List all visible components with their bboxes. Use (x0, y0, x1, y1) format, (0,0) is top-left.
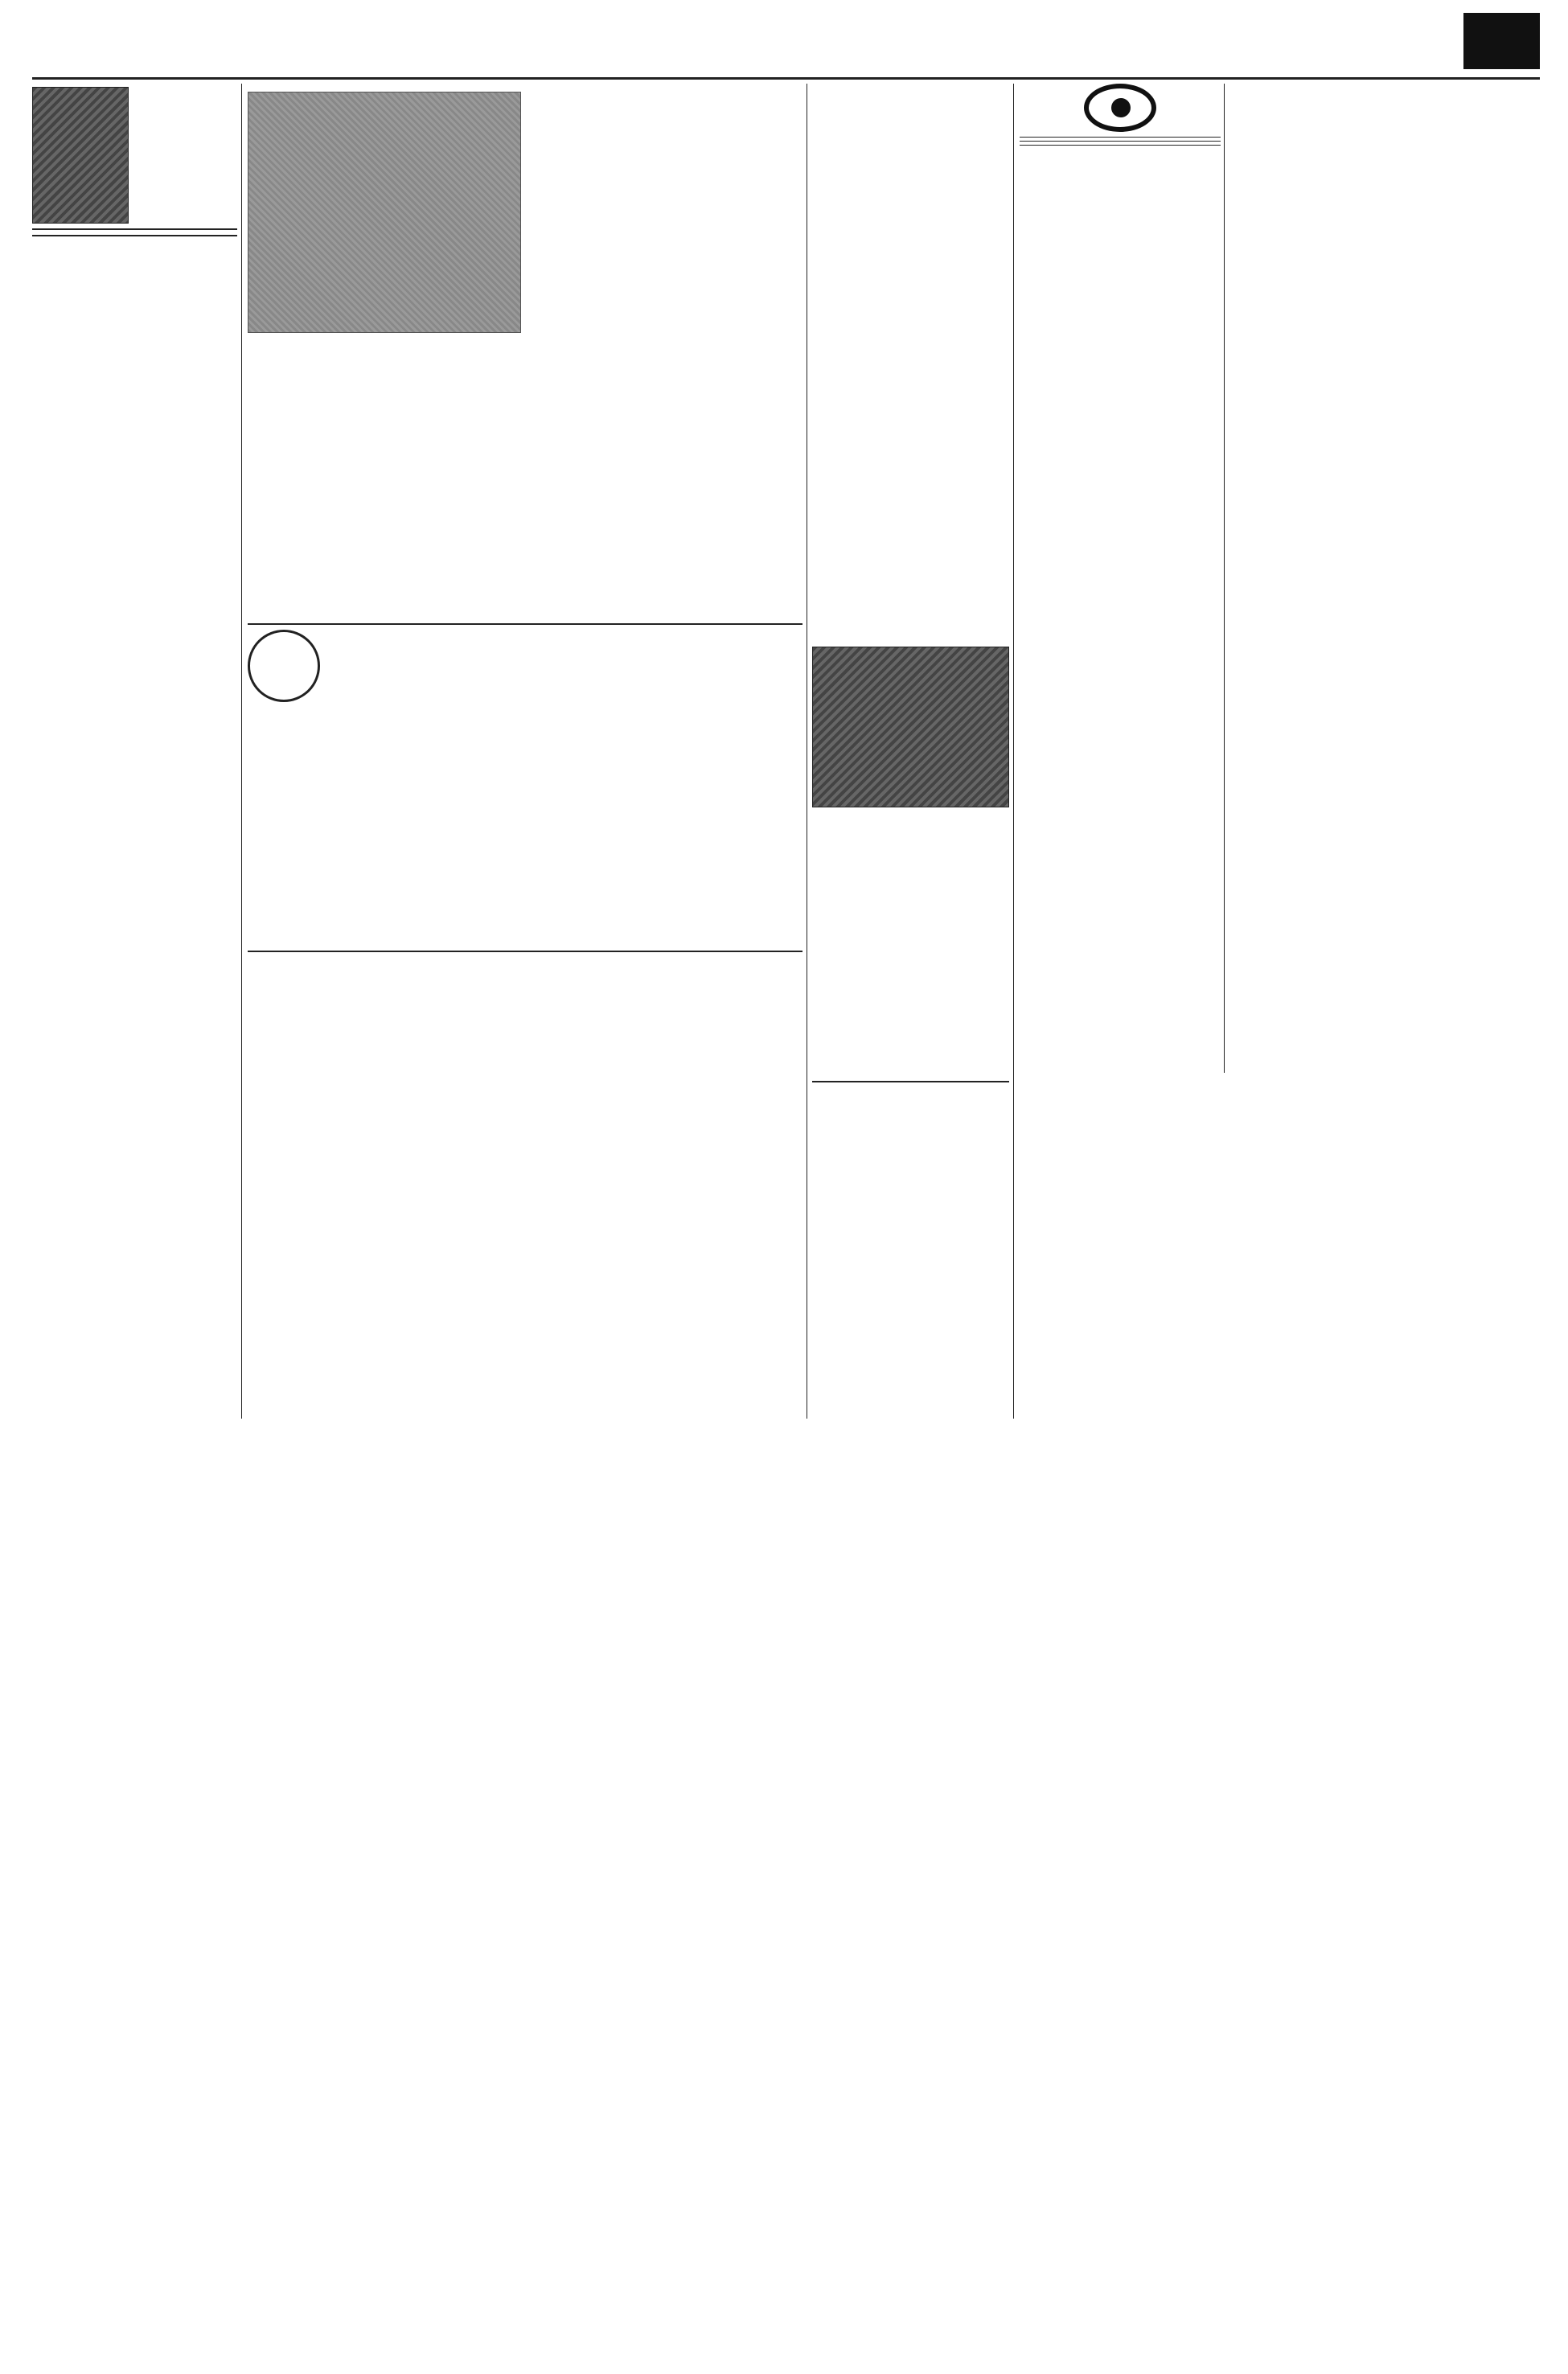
masthead-logo (32, 14, 298, 71)
left-column (32, 84, 237, 1419)
railway-quarter-photo (248, 92, 521, 333)
page-number (1463, 13, 1540, 69)
sports-event-photo (812, 647, 1009, 807)
section-title (675, 16, 901, 64)
followup-story (248, 623, 802, 949)
masthead-rule (32, 77, 1540, 80)
eye-icon (1084, 84, 1156, 132)
article-body (248, 957, 802, 1327)
dateline (1110, 31, 1447, 58)
lead-story (248, 84, 802, 618)
followup-badge (248, 630, 320, 702)
ek-polok-column (1020, 84, 1221, 1419)
sports-column (812, 643, 1009, 1419)
portrait-photo (32, 87, 129, 224)
sultan-mela-story (248, 951, 802, 1419)
article-body (812, 811, 1009, 1076)
